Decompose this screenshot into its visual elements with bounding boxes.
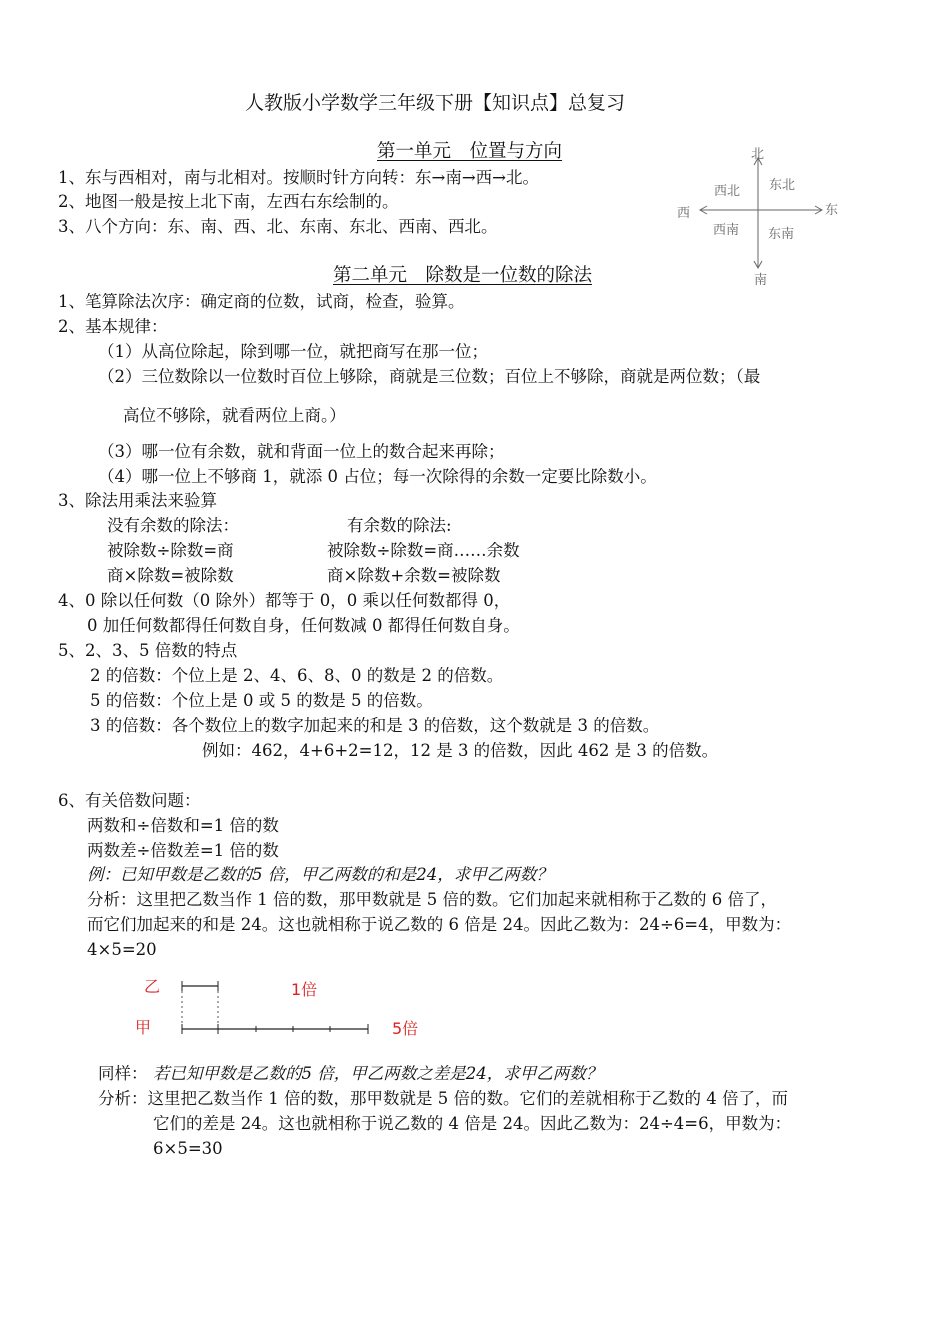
compass-south: 南 <box>754 273 768 288</box>
unit2-p2: 2、基本规律： <box>58 317 168 336</box>
compass-southeast: 东南 <box>768 227 795 242</box>
analysis-1b: 而它们加起来的和是 24。这也就相称于说乙数的 6 倍是 24。因此乙数为：24÷6=4，甲数为： <box>87 915 792 934</box>
rule-2a: （2）三位数除以一位数时百位上够除，商就是三位数；百位上不够除，商就是两位数；（最 <box>98 367 761 386</box>
rule-1: （1）从高位除起，除到哪一位，就把商写在那一位； <box>98 342 488 361</box>
multiple-of-2: 2 的倍数：个位上是 2、4、6、8、0 的数是 2 的倍数。 <box>90 666 504 685</box>
example-1: 例：已知甲数是乙数的5 倍，甲乙两数的和是24，求甲乙两数？ <box>87 865 553 884</box>
compass-northwest: 西北 <box>714 184 741 199</box>
unit2-p6: 6、有关倍数问题： <box>58 791 201 810</box>
analysis-1c: 4×5=20 <box>87 940 157 959</box>
formula-sum: 两数和÷倍数和=1 倍的数 <box>87 816 279 835</box>
col2-formula-b: 商×除数+余数=被除数 <box>327 566 501 585</box>
segment-diagram <box>170 975 390 1045</box>
unit1-item-1: 1、东与西相对，南与北相对。按顺时针方向转：东→南→西→北。 <box>58 168 539 187</box>
unit2-heading: 第二单元 除数是一位数的除法 <box>333 265 593 286</box>
diagram-label-yi: 乙 <box>144 977 161 996</box>
unit2-p4b: 0 加任何数都得任何数自身，任何数减 0 都得任何数自身。 <box>87 616 520 635</box>
col1-formula-a: 被除数÷除数=商 <box>107 541 234 560</box>
unit2-p3: 3、除法用乘法来验算 <box>58 491 217 510</box>
unit1-heading: 第一单元 位置与方向 <box>377 141 563 162</box>
compass-east: 东 <box>825 203 839 218</box>
col1-formula-b: 商×除数=被除数 <box>107 566 234 585</box>
example-2-prefix: 同样： <box>98 1064 148 1083</box>
unit2-p1: 1、笔算除法次序：确定商的位数，试商，检查，验算。 <box>58 292 465 311</box>
compass-west: 西 <box>677 206 691 221</box>
compass-north: 北 <box>751 147 765 162</box>
unit2-p5: 5、2、3、5 倍数的特点 <box>58 641 238 660</box>
formula-diff: 两数差÷倍数差=1 倍的数 <box>87 841 279 860</box>
col2-formula-a: 被除数÷除数=商……余数 <box>327 541 520 560</box>
analysis-2b: 它们的差是 24。这也就相称于说乙数的 4 倍是 24。因此乙数为：24÷4=6，甲数为： <box>153 1114 792 1133</box>
diagram-label-5x: 5倍 <box>392 1019 419 1038</box>
col2-heading: 有余数的除法: <box>347 516 452 535</box>
example-2: 若已知甲数是乙数的5 倍，甲乙两数之差是24，求甲乙两数？ <box>153 1064 603 1083</box>
analysis-2a: 分析：这里把乙数当作 1 倍的数，那甲数就是 5 倍的数。它们的差就相称于乙数的 4 倍了，而 <box>98 1089 788 1108</box>
analysis-1a: 分析：这里把乙数当作 1 倍的数，那甲数就是 5 倍的数。它们加起来就相称于乙数的 6 倍了， <box>87 890 777 909</box>
compass-southwest: 西南 <box>713 223 740 238</box>
analysis-2c: 6×5=30 <box>153 1139 223 1158</box>
multiple-of-3: 3 的倍数：各个数位上的数字加起来的和是 3 的倍数，这个数就是 3 的倍数。 <box>90 716 660 735</box>
rule-4: （4）哪一位上不够商 1，就添 0 占位；每一次除得的余数一定要比除数小。 <box>98 467 657 486</box>
multiple-of-3-example: 例如：462，4+6+2=12，12 是 3 的倍数，因此 462 是 3 的倍数。 <box>202 741 719 760</box>
compass-northeast: 东北 <box>769 178 796 193</box>
diagram-label-jia: 甲 <box>135 1018 152 1037</box>
unit2-p4a: 4、0 除以任何数（0 除外）都等于 0，0 乘以任何数都得 0， <box>58 591 511 610</box>
diagram-label-1x: 1倍 <box>291 980 318 999</box>
unit1-item-3: 3、八个方向：东、南、西、北、东南、东北、西南、西北。 <box>58 217 498 236</box>
rule-3: （3）哪一位有余数，就和背面一位上的数合起来再除； <box>98 442 505 461</box>
unit1-item-2: 2、地图一般是按上北下南，左西右东绘制的。 <box>58 192 399 211</box>
rule-2b: 高位不够除，就看两位上商。） <box>123 406 346 425</box>
page-title: 人教版小学数学三年级下册【知识点】总复习 <box>245 92 626 114</box>
col1-heading: 没有余数的除法： <box>107 516 239 535</box>
multiple-of-5: 5 的倍数：个位上是 0 或 5 的数是 5 的倍数。 <box>90 691 433 710</box>
